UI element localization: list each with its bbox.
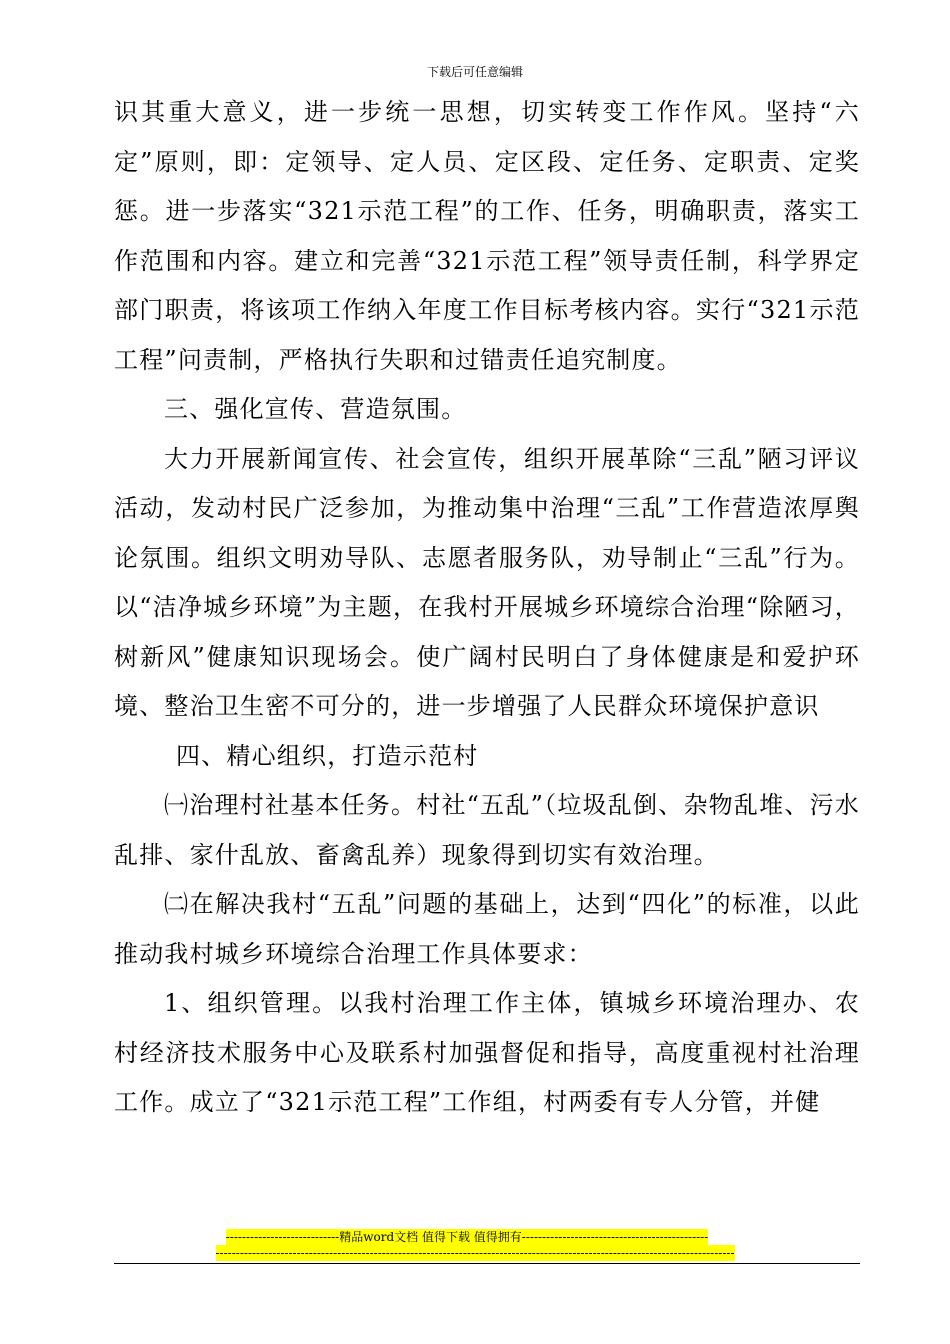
- paragraph-four-standards: ㈡在解决我村“五乱”问题的基础上，达到“四化”的标准，以此推动我村城乡环境综合治理工作具体要求：: [114, 890, 860, 968]
- section-heading-demonstration-village: 四、精心组织，打造示范村: [176, 741, 479, 770]
- footer-banner-line-2: --------------------------------------------------------------------------------------------------------------------------------: [215, 1246, 735, 1260]
- section-heading-publicity: 三、强化宣传、营造氛围。: [164, 395, 467, 423]
- footer-banner: [0, 1229, 950, 1261]
- paragraph-responsibility: 识其重大意义，进一步统一思想，切实转变工作作风。坚持“六定”原则，即：定领导、定人员、定区段、定任务、定职责、定奖惩。进一步落实“321示范工程”的工作、任务，明确职责，落实工作范围和内容。建立和完善“321示范工程”领导责任制，科学界定部门职责，将该项工作纳入年度工作目标考核内容。实行“321示范工程”问责制，严格执行失职和过错责任追究制度。: [114, 98, 860, 374]
- paragraph-publicity: 大力开展新闻宣传、社会宣传，组织开展革除“三乱”陋习评议活动，发动村民广泛参加，为推动集中治理“三乱”工作营造浓厚舆论氛围。组织文明劝导队、志愿者服务队，劝导制止“三乱”行为。以“洁净城乡环境”为主题，在我村开展城乡环境综合治理“除陋习，树新风”健康知识现场会。使广阔村民明白了身体健康是和爱护环境、整治卫生密不可分的，进一步增强了人民群众环境保护意识: [114, 444, 861, 720]
- paragraph-basic-tasks: ㈠治理村社基本任务。村社“五乱”（垃圾乱倒、杂物乱堆、污水乱排、家什乱放、畜禽乱养）现象得到切实有效治理。: [114, 791, 860, 869]
- footer-banner-line-1: ----------------------------精品word文档 值得下载 值得拥有----------------------------------------------: [225, 1230, 709, 1244]
- page-header-note: 下载后可任意编辑: [426, 65, 523, 79]
- paragraph-organization-management: 1、组织管理。以我村治理工作主体，镇城乡环境治理办、农村经济技术服务中心及联系村加强督促和指导，高度重视村社治理工作。成立了“321示范工程”工作组，村两委有专人分管，并健: [114, 989, 860, 1116]
- document-body: [114, 88, 860, 1128]
- footer-divider: [114, 1263, 860, 1264]
